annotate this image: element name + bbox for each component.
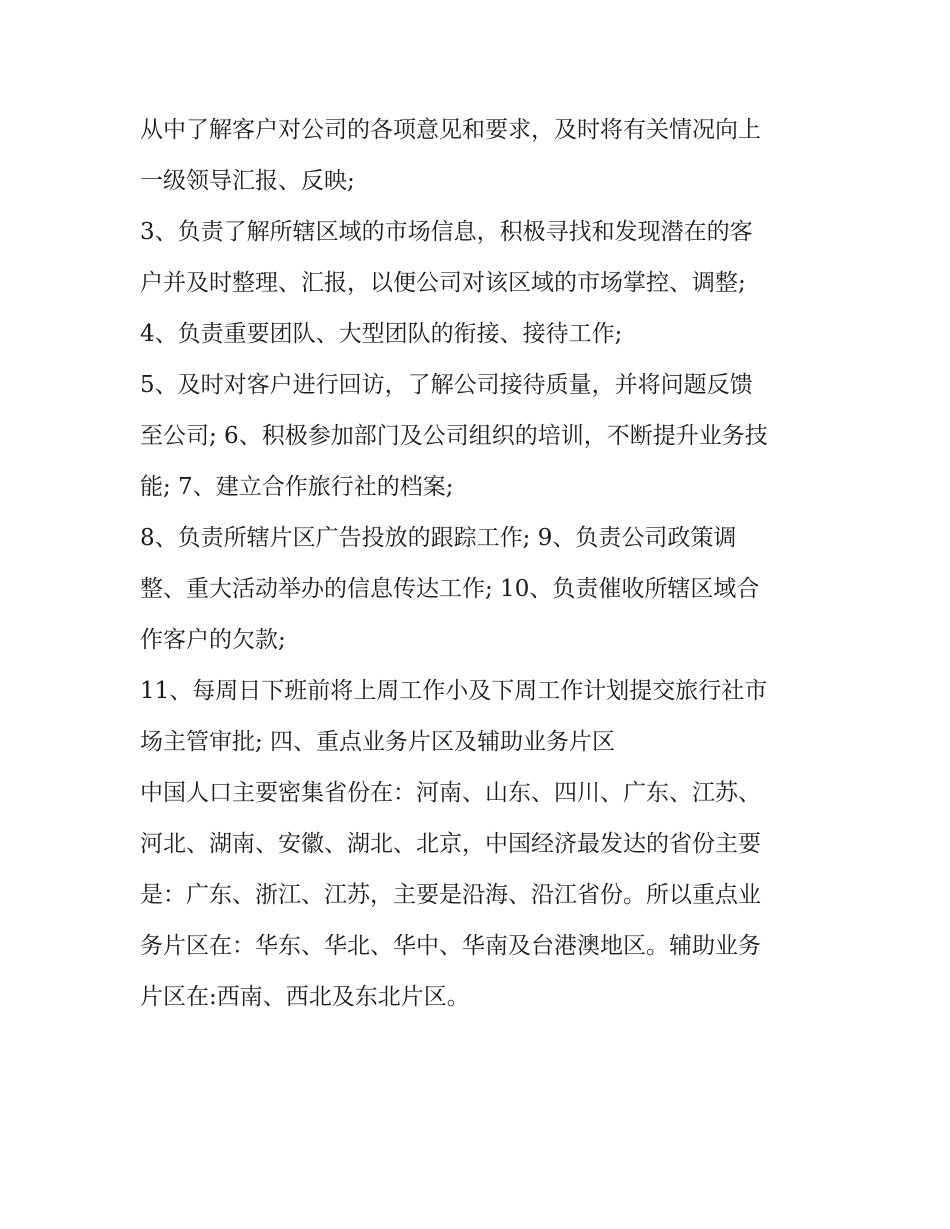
text-line: 11、每周日下班前将上周工作小及下周工作计划提交旅行社市 xyxy=(140,678,768,704)
text-line: 中国人口主要密集省份在：河南、山东、四川、广东、江苏、 xyxy=(140,780,761,806)
text-line: 作客户的欠款; xyxy=(140,627,286,653)
text-line: 是：广东、浙江、江苏，主要是沿海、沿江省份。所以重点业 xyxy=(140,882,761,908)
text-line: 河北、湖南、安徽、湖北、北京，中国经济最发达的省份主要 xyxy=(140,831,761,857)
text-line: 4、负责重要团队、大型团队的衔接、接待工作; xyxy=(140,321,623,347)
text-line: 一级领导汇报、反映; xyxy=(140,168,355,194)
text-line: 场主管审批; 四、重点业务片区及辅助业务片区 xyxy=(140,729,616,755)
text-line: 从中了解客户对公司的各项意见和要求，及时将有关情况向上 xyxy=(140,117,761,143)
document-body xyxy=(140,105,820,1023)
text-line: 务片区在：华东、华北、华中、华南及台港澳地区。辅助业务 xyxy=(140,933,761,959)
text-line: 5、及时对客户进行回访，了解公司接待质量，并将问题反馈 xyxy=(140,372,753,398)
text-line: 户并及时整理、汇报，以便公司对该区域的市场掌控、调整; xyxy=(140,270,746,296)
text-line: 至公司; 6、积极参加部门及公司组织的培训，不断提升业务技 xyxy=(140,423,768,449)
text-line: 8、负责所辖片区广告投放的跟踪工作; 9、负责公司政策调 xyxy=(140,525,737,551)
text-line: 整、重大活动举办的信息传达工作; 10、负责催收所辖区域合 xyxy=(140,576,760,602)
text-line: 3、负责了解所辖区域的市场信息，积极寻找和发现潜在的客 xyxy=(140,219,753,245)
text-line: 能; 7、建立合作旅行社的档案; xyxy=(140,474,454,500)
text-line: 片区在:西南、西北及东北片区。 xyxy=(140,984,470,1010)
